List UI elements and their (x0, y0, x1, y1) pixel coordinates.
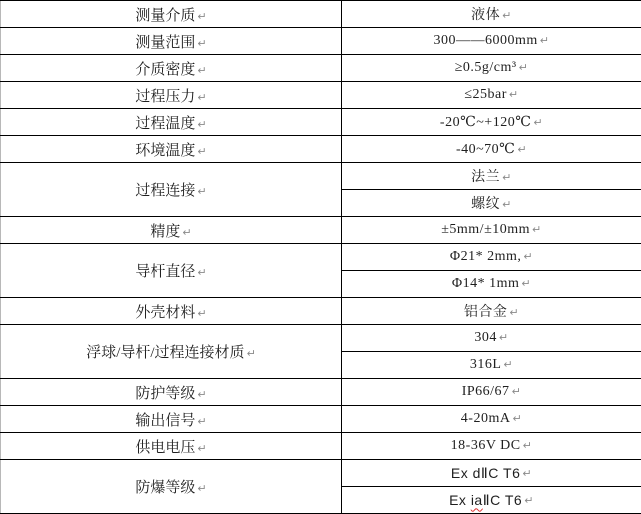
spec-label-cell (1, 1, 342, 28)
spec-value: 铝合金 (463, 305, 508, 320)
spec-label: 过程温度 (135, 115, 196, 132)
paragraph-mark-icon: ↵ (521, 277, 532, 291)
paragraph-mark-icon: ↵ (197, 441, 207, 455)
paragraph-mark-icon: ↵ (524, 494, 534, 508)
spec-label-cell (1, 244, 342, 298)
spec-label: 导杆直径 (135, 264, 196, 280)
spec-value: 316L (469, 357, 502, 372)
spec-label: 精度 (150, 223, 181, 240)
paragraph-mark-icon: ↵ (502, 9, 512, 23)
spec-value-cell (342, 325, 641, 352)
paragraph-mark-icon: ↵ (502, 171, 512, 185)
paragraph-mark-icon: ↵ (182, 225, 192, 239)
spec-label-cell (1, 136, 342, 163)
paragraph-mark-icon: ↵ (539, 34, 550, 48)
spec-value: 法兰 (471, 170, 501, 185)
spec-label: 浮球/导杆/过程连接材质 (86, 345, 245, 361)
spec-value: Φ14* 1mm (451, 276, 520, 291)
spec-label-cell (1, 406, 342, 433)
paragraph-mark-icon: ↵ (511, 385, 522, 399)
spec-value: 液体 (471, 8, 501, 23)
paragraph-mark-icon: ↵ (197, 387, 207, 401)
spec-value: 4-20mA (460, 411, 511, 426)
paragraph-mark-icon: ↵ (197, 144, 207, 158)
spec-value-cell (342, 1, 641, 28)
spec-value-cell (342, 82, 641, 109)
paragraph-mark-icon: ↵ (197, 185, 207, 199)
paragraph-mark-icon: ↵ (197, 266, 207, 280)
spec-label-cell (1, 55, 342, 82)
spec-value-cell (342, 28, 641, 55)
spec-value: -20℃~+120℃ (439, 114, 532, 130)
spec-label: 测量介质 (135, 7, 196, 24)
spec-label: 防护等级 (135, 385, 196, 402)
spec-value-cell (342, 109, 641, 136)
paragraph-mark-icon: ↵ (197, 9, 207, 23)
paragraph-mark-icon: ↵ (533, 115, 544, 129)
spec-value: 304 (474, 330, 497, 345)
table-row (1, 244, 641, 271)
spec-value: 螺纹 (471, 197, 501, 212)
table-row (1, 1, 641, 28)
spec-label: 供电电压 (135, 439, 196, 456)
spec-value: ≥0.5g/cm³ (454, 60, 517, 75)
spec-value: Ex dⅡC T6 (450, 464, 521, 481)
spec-value-cell (342, 406, 641, 433)
spec-label: 测量范围 (135, 34, 196, 51)
spec-label-cell (1, 28, 342, 55)
paragraph-mark-icon: ↵ (523, 250, 534, 264)
paragraph-mark-icon: ↵ (197, 63, 207, 77)
paragraph-mark-icon: ↵ (197, 414, 207, 428)
spec-label-cell (1, 109, 342, 136)
paragraph-mark-icon: ↵ (498, 331, 509, 345)
spec-value-cell (342, 298, 641, 325)
table-row (1, 109, 641, 136)
spec-value-cell (342, 217, 641, 244)
paragraph-mark-icon: ↵ (502, 198, 512, 212)
table-row (1, 28, 641, 55)
paragraph-mark-icon: ↵ (517, 142, 528, 156)
spec-value: 18-36V DC (450, 438, 521, 453)
spec-label-cell (1, 298, 342, 325)
spec-value: Φ21* 2mm, (449, 249, 522, 264)
paragraph-mark-icon: ↵ (512, 412, 523, 426)
spec-label: 过程压力 (135, 88, 196, 105)
spec-label-cell (1, 217, 342, 244)
table-row (1, 460, 641, 487)
spec-value-suffix: ⅡC T6 (482, 491, 523, 508)
table-row (1, 136, 641, 163)
table-row (1, 217, 641, 244)
spec-value-cell (342, 487, 641, 514)
table-row (1, 406, 641, 433)
spec-label: 防爆等级 (135, 480, 196, 496)
table-row (1, 433, 641, 460)
table-row (1, 379, 641, 406)
spec-label: 外壳材料 (135, 304, 196, 321)
paragraph-mark-icon: ↵ (509, 306, 520, 320)
spec-label-cell (1, 325, 342, 379)
spec-value-cell (342, 379, 641, 406)
spec-label: 环境温度 (135, 142, 196, 159)
paragraph-mark-icon: ↵ (197, 90, 207, 104)
spec-label-cell (1, 379, 342, 406)
table-row (1, 325, 641, 352)
spec-value-cell (342, 190, 641, 217)
spec-label-cell (1, 163, 342, 217)
paragraph-mark-icon: ↵ (197, 36, 207, 50)
paragraph-mark-icon: ↵ (518, 61, 529, 75)
spec-label: 过程连接 (135, 183, 196, 199)
spec-value: 300——6000mm (433, 33, 538, 48)
paragraph-mark-icon: ↵ (508, 88, 519, 102)
spec-label-cell (1, 433, 342, 460)
paragraph-mark-icon: ↵ (532, 223, 542, 237)
spec-label: 输出信号 (135, 412, 196, 429)
spec-value-cell (342, 433, 641, 460)
spec-label-cell (1, 82, 342, 109)
spec-value-prefix: Ex (449, 491, 471, 508)
paragraph-mark-icon: ↵ (197, 306, 207, 320)
spec-value-cell (342, 271, 641, 298)
spec-value: IP66/67 (461, 384, 510, 399)
spec-value: ±5mm/±10mm (441, 222, 531, 237)
spec-value-cell (342, 460, 641, 487)
spec-label-cell (1, 460, 342, 514)
paragraph-mark-icon: ↵ (522, 439, 533, 453)
spec-value-cell (342, 55, 641, 82)
spec-value: ≤25bar (464, 87, 507, 102)
table-row (1, 163, 641, 190)
spec-value-misspelled-word: ia (470, 491, 483, 508)
paragraph-mark-icon: ↵ (503, 358, 514, 372)
paragraph-mark-icon: ↵ (522, 467, 533, 481)
paragraph-mark-icon: ↵ (197, 117, 207, 131)
spec-value-cell (342, 352, 641, 379)
table-row (1, 82, 641, 109)
spec-value-cell (342, 244, 641, 271)
spec-value-cell (342, 136, 641, 163)
paragraph-mark-icon: ↵ (246, 347, 256, 361)
spec-value-cell (342, 163, 641, 190)
paragraph-mark-icon: ↵ (197, 482, 207, 496)
spec-value: -40~70℃ (455, 141, 516, 157)
table-row (1, 298, 641, 325)
table-row (1, 55, 641, 82)
spec-label: 介质密度 (135, 61, 196, 78)
